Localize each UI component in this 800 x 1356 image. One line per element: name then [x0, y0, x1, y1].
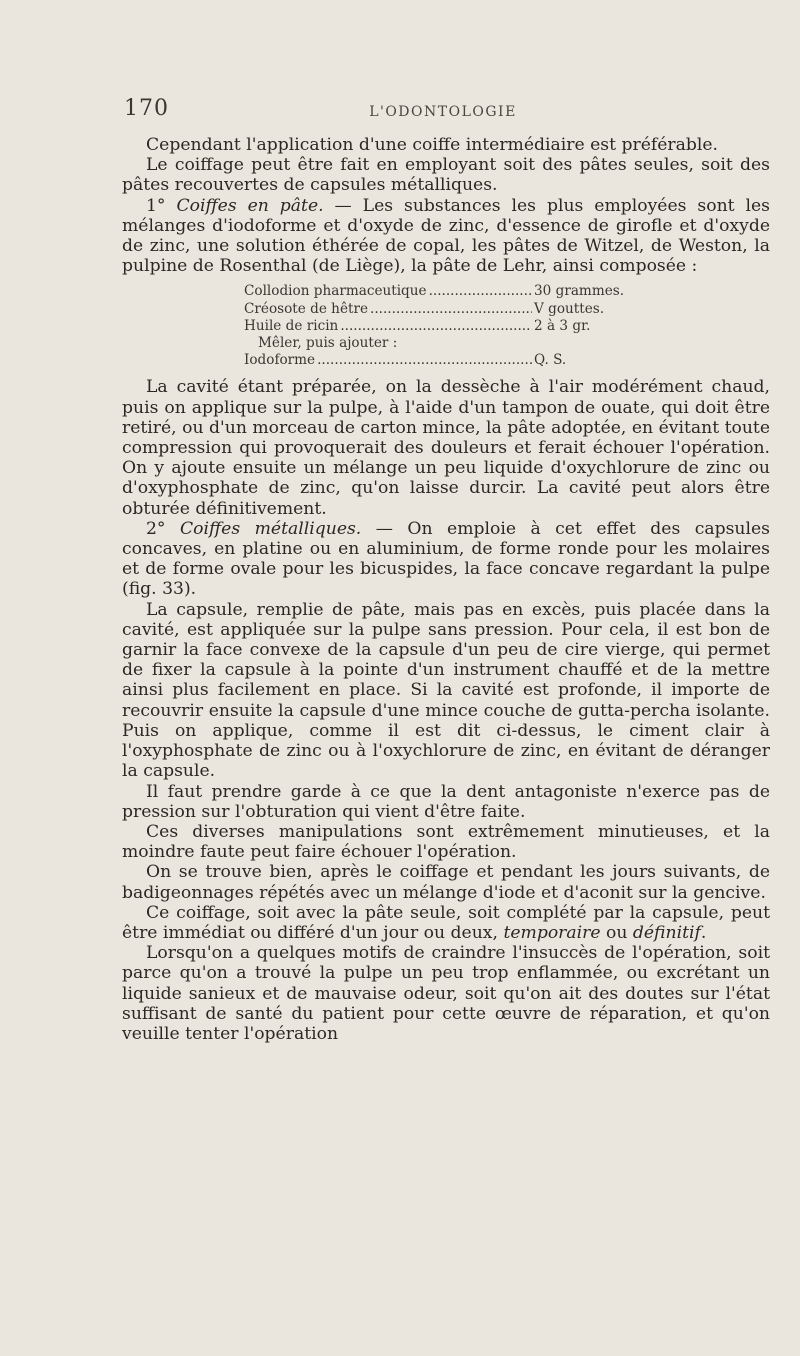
page-body	[122, 135, 770, 1044]
paragraph-text: Il faut prendre garde à ce que la dent antagoniste n'exerce pas de pression sur l'obturation qui vient d'être faite.	[122, 781, 770, 822]
leader-dots	[317, 352, 532, 369]
paragraph	[122, 135, 770, 155]
ingredient-quantity: 2 à 3 gr.	[534, 317, 591, 334]
ingredient-quantity: Q. S.	[534, 352, 567, 369]
paragraph	[122, 377, 770, 518]
page-number: 170	[124, 96, 169, 121]
recipe-note: Mêler, puis ajouter :	[258, 335, 398, 352]
leader-dots	[340, 318, 532, 335]
section-number: 1°	[146, 195, 177, 216]
ingredient-name: Iodoforme	[244, 352, 316, 369]
paragraph-text: .	[700, 922, 707, 943]
paragraph	[122, 155, 770, 195]
paragraph	[122, 822, 770, 862]
section-heading: Coiffes métalliques.	[180, 518, 362, 539]
recipe-row	[244, 301, 634, 318]
ingredient-quantity: 30 grammes.	[534, 283, 625, 300]
paragraph-text: Cependant l'application d'une coiffe intermédiaire est préférable.	[146, 135, 719, 155]
section-number: 2°	[146, 518, 180, 539]
ingredient-name: Huile de ricin	[244, 317, 339, 334]
paragraph-text: Ce coiffage, soit avec la pâte seule, soit complété par la capsule, peut être immédiat ou différé d'un jour ou deux,	[122, 902, 770, 943]
paragraph	[122, 782, 770, 822]
paragraph	[122, 903, 770, 943]
ingredient-name: Créosote de hêtre	[244, 300, 368, 317]
ingredient-name: Collodion pharmaceutique	[244, 283, 427, 300]
ingredient-quantity: V gouttes.	[534, 300, 605, 317]
paragraph-text: — Les substances les plus employées sont les mélanges d'iodoforme et d'oxyde de zinc, d'essence de girofle et d'oxyde de zinc, une solution éthérée de copal, les pâtes de Witzel, de Weston, la pulpine de Rosenthal (de Liège), la pâte de Lehr, ainsi composée :	[122, 195, 770, 277]
paragraph-text: Ces diverses manipulations sont extrêmement minutieuses, et la moindre faute peut faire échouer l'opération.	[122, 821, 770, 863]
section-heading: Coiffes en pâte.	[176, 195, 324, 216]
emphasis-term: définitif	[632, 922, 701, 943]
paragraph	[122, 196, 770, 277]
paragraph-text: ou	[600, 922, 633, 943]
running-head: L'ODONTOLOGIE	[369, 104, 517, 120]
paragraph	[122, 862, 770, 902]
emphasis-term: temporaire	[503, 922, 601, 943]
recipe-list	[244, 283, 634, 369]
paragraph-text: Le coiffage peut être fait en employant soit des pâtes seules, soit des pâtes recouvertes de capsules métalliques.	[122, 155, 770, 196]
recipe-row	[244, 318, 634, 335]
recipe-row	[244, 352, 634, 369]
page-header	[122, 96, 764, 126]
paragraph-text: La cavité étant préparée, on la dessèche à l'air modérément chaud, puis on applique sur la pulpe, à l'aide d'un tampon de ouate, qui doit être retiré, ou d'un morceau de carton mince, la pâte adoptée, en évitant toute compression qui provoquerait des douleurs et ferait échouer l'opération. On y ajoute ensuite un mélange un peu liquide d'oxychlorure de zinc ou d'oxyphosphate de zinc, qu'on laisse durcir. La cavité peut alors être obturée définitivement.	[122, 377, 770, 519]
paragraph-text: Lorsqu'on a quelques motifs de craindre l'insuccès de l'opération, soit parce qu'on a trouvé la pulpe un peu trop enflammée, ou excrétant un liquide sanieux et de mauvaise odeur, soit qu'on ait des doutes sur l'état suffisant de santé du patient pour cette œuvre de réparation, et qu'on veuille tenter l'opération	[122, 943, 770, 1044]
paragraph	[122, 943, 770, 1044]
paragraph	[122, 519, 770, 600]
leader-dots	[370, 301, 532, 318]
paragraph	[122, 600, 770, 782]
leader-dots	[429, 283, 532, 300]
paragraph-text: La capsule, remplie de pâte, mais pas en excès, puis placée dans la cavité, est appliquée sur la pulpe sans pression. Pour cela, il est bon de garnir la face convexe de la capsule d'un peu de cire vierge, qui permet de fixer la capsule à la pointe d'un instrument chauffé et de la mettre ainsi plus facilement en place. Si la cavité est profonde, il importe de recouvrir ensuite la capsule d'une mince couche de gutta-percha isolante. Puis on applique, comme il est dit ci-dessus, le ciment clair à l'oxyphosphate de zinc ou à l'oxychlorure de zinc, en évitant de déranger la capsule.	[122, 599, 770, 782]
paragraph-text: — On emploie à cet effet des capsules concaves, en platine ou en aluminium, de forme ronde pour les molaires et de forme ovale pour les bicuspides, la face concave regardant la pulpe (fig. 33).	[122, 518, 770, 600]
paragraph-text: On se trouve bien, après le coiffage et pendant les jours suivants, de badigeonnages répétés avec un mélange d'iode et d'aconit sur la gencive.	[122, 862, 770, 903]
recipe-row	[244, 283, 634, 300]
